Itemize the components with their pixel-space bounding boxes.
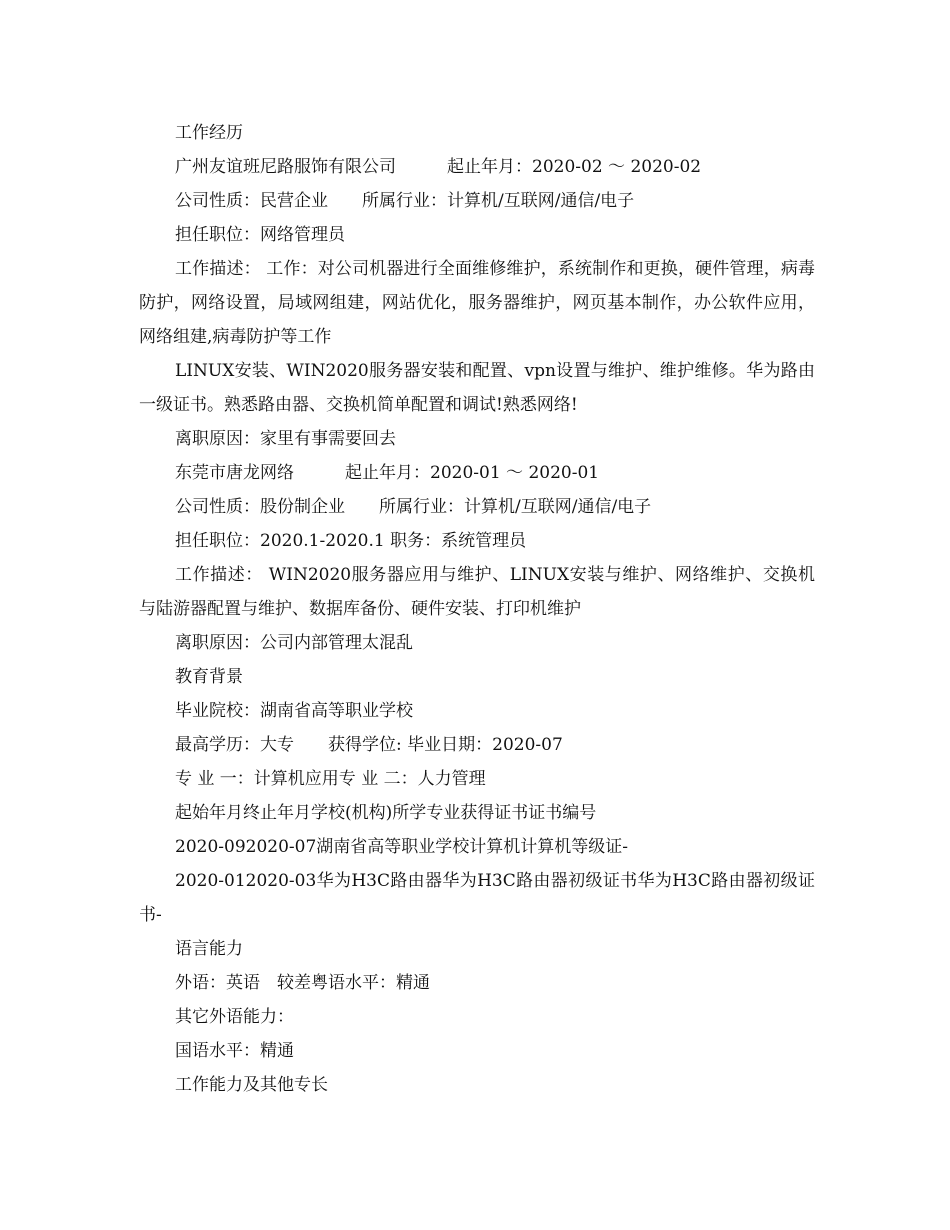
position-line: 担任职位：网络管理员 — [175, 225, 345, 245]
position-line: 担任职位：2020.1-2020.1 职务：系统管理员 — [175, 531, 527, 551]
major-line: 专 业 一：计算机应用专 业 二：人力管理 — [175, 769, 486, 789]
degree-line: 最高学历：大专 获得学位: 毕业日期：2020-07 — [175, 735, 563, 755]
company-type-line: 公司性质：民营企业 所属行业：计算机/互联网/通信/电子 — [175, 191, 635, 211]
mandarin-line: 国语水平：精通 — [175, 1041, 294, 1061]
job-description: 工作描述： 工作：对公司机器进行全面维修维护，系统制作和更换，硬件管理，病毒防护，网络设置，局域网组建，网站优化，服务器维护，网页基本制作，办公软件应用，网络组建,病毒防护等工作 — [139, 259, 815, 347]
leaving-reason: 离职原因：家里有事需要回去 — [175, 429, 396, 449]
company-line: 广州友谊班尼路服饰有限公司 起止年月：2020-02 ～ 2020-02 — [175, 157, 702, 177]
education-table-header: 起始年月终止年月学校(机构)所学专业获得证书证书编号 — [175, 803, 597, 823]
section-heading-languages: 语言能力 — [175, 939, 243, 959]
company-line: 东莞市唐龙网络 起止年月：2020-01 ～ 2020-01 — [175, 463, 600, 483]
section-heading-skills: 工作能力及其他专长 — [175, 1075, 328, 1095]
resume-body — [139, 116, 815, 1102]
education-record: 2020-012020-03华为H3C路由器华为H3C路由器初级证书华为H3C路由器初级证书- — [139, 871, 815, 925]
job-description-continued: LINUX安装、WIN2020服务器安装和配置、vpn设置与维护、维护维修。华为路由一级证书。熟悉路由器、交换机简单配置和调试!熟悉网络! — [139, 361, 815, 415]
school-line: 毕业院校：湖南省高等职业学校 — [175, 701, 413, 721]
leaving-reason: 离职原因：公司内部管理太混乱 — [175, 633, 413, 653]
job-description: 工作描述： WIN2020服务器应用与维护、LINUX安装与维护、网络维护、交换机与陆游器配置与维护、数据库备份、硬件安装、打印机维护 — [139, 565, 815, 619]
foreign-language-line: 外语：英语 较差粤语水平：精通 — [175, 973, 430, 993]
other-language-line: 其它外语能力： — [175, 1007, 294, 1027]
section-heading-work-experience: 工作经历 — [175, 123, 243, 143]
education-record: 2020-092020-07湖南省高等职业学校计算机计算机等级证- — [175, 837, 629, 857]
section-heading-education: 教育背景 — [175, 667, 243, 687]
company-type-line: 公司性质：股份制企业 所属行业：计算机/互联网/通信/电子 — [175, 497, 652, 517]
